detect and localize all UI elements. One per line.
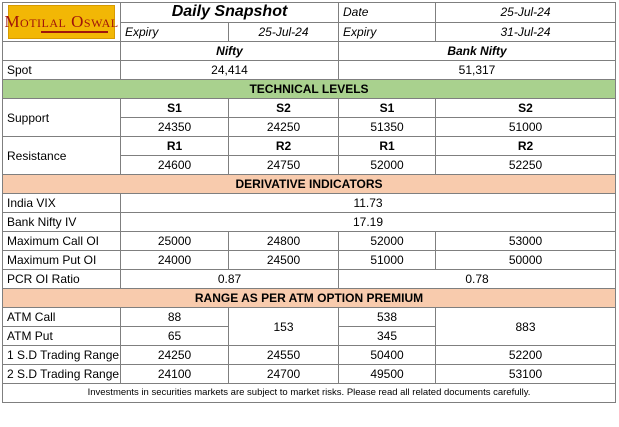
pcr-label: PCR OI Ratio xyxy=(3,270,121,289)
spot-label: Spot xyxy=(3,61,121,80)
page-title: Daily Snapshot xyxy=(121,3,339,23)
max-put-oi-label: Maximum Put OI xyxy=(3,251,121,270)
sd2-value: 24700 xyxy=(229,365,339,384)
bank-nifty-header: Bank Nifty xyxy=(339,42,616,61)
sd1-value: 52200 xyxy=(436,346,616,365)
support-header: S2 xyxy=(229,99,339,118)
resistance-header: R1 xyxy=(121,137,229,156)
max-put-oi-value: 24000 xyxy=(121,251,229,270)
nifty-spot: 24,414 xyxy=(121,61,339,80)
daily-snapshot xyxy=(2,2,616,403)
date-value: 25-Jul-24 xyxy=(436,3,616,23)
bank-nifty-iv-label: Bank Nifty IV xyxy=(3,213,121,232)
nifty-pcr-value: 0.87 xyxy=(121,270,339,289)
support-header: S2 xyxy=(436,99,616,118)
bank-nifty-iv-value: 17.19 xyxy=(121,213,616,232)
max-call-oi-value: 53000 xyxy=(436,232,616,251)
atm-call-label: ATM Call xyxy=(3,308,121,327)
bank-nifty-expiry-label: Expiry xyxy=(339,22,436,42)
sd2-label: 2 S.D Trading Range xyxy=(3,365,121,384)
support-label: Support xyxy=(3,99,121,137)
nifty-premium-total: 153 xyxy=(229,308,339,346)
support-value: 24350 xyxy=(121,118,229,137)
support-value: 51000 xyxy=(436,118,616,137)
resistance-value: 52000 xyxy=(339,156,436,175)
bank-nifty-pcr-value: 0.78 xyxy=(339,270,616,289)
india-vix-label: India VIX xyxy=(3,194,121,213)
support-value: 24250 xyxy=(229,118,339,137)
atm-put-label: ATM Put xyxy=(3,327,121,346)
sd1-value: 50400 xyxy=(339,346,436,365)
sd2-value: 53100 xyxy=(436,365,616,384)
sd1-value: 24250 xyxy=(121,346,229,365)
sd1-value: 24550 xyxy=(229,346,339,365)
blank-cell xyxy=(3,42,121,61)
derivative-indicators-heading: DERIVATIVE INDICATORS xyxy=(3,175,616,194)
nifty-atm-call: 88 xyxy=(121,308,229,327)
sd2-value: 49500 xyxy=(339,365,436,384)
max-put-oi-value: 50000 xyxy=(436,251,616,270)
motilal-oswal-logo xyxy=(4,5,119,39)
nifty-header: Nifty xyxy=(121,42,339,61)
support-header: S1 xyxy=(121,99,229,118)
disclaimer: Investments in securities markets are subject to market risks. Please read all related documents carefully. xyxy=(3,384,616,403)
max-call-oi-value: 24800 xyxy=(229,232,339,251)
sd2-value: 24100 xyxy=(121,365,229,384)
resistance-header: R1 xyxy=(339,137,436,156)
max-call-oi-label: Maximum Call OI xyxy=(3,232,121,251)
nifty-expiry-label: Expiry xyxy=(121,22,229,42)
range-heading: RANGE AS PER ATM OPTION PREMIUM xyxy=(3,289,616,308)
resistance-header: R2 xyxy=(436,137,616,156)
support-header: S1 xyxy=(339,99,436,118)
bank-nifty-atm-call: 538 xyxy=(339,308,436,327)
nifty-expiry-value: 25-Jul-24 xyxy=(229,22,339,42)
bank-nifty-expiry-value: 31-Jul-24 xyxy=(436,22,616,42)
logo-underline xyxy=(41,31,108,33)
max-put-oi-value: 51000 xyxy=(339,251,436,270)
nifty-atm-put: 65 xyxy=(121,327,229,346)
resistance-value: 24750 xyxy=(229,156,339,175)
max-call-oi-value: 52000 xyxy=(339,232,436,251)
max-call-oi-value: 25000 xyxy=(121,232,229,251)
bank-nifty-atm-put: 345 xyxy=(339,327,436,346)
bank-nifty-spot: 51,317 xyxy=(339,61,616,80)
resistance-header: R2 xyxy=(229,137,339,156)
resistance-value: 52250 xyxy=(436,156,616,175)
support-value: 51350 xyxy=(339,118,436,137)
technical-levels-heading: TECHNICAL LEVELS xyxy=(3,80,616,99)
sd1-label: 1 S.D Trading Range xyxy=(3,346,121,365)
bank-nifty-premium-total: 883 xyxy=(436,308,616,346)
snapshot-table xyxy=(2,2,616,403)
resistance-value: 24600 xyxy=(121,156,229,175)
india-vix-value: 11.73 xyxy=(121,194,616,213)
max-put-oi-value: 24500 xyxy=(229,251,339,270)
logo-cell xyxy=(3,3,121,42)
logo-text: Motilal Oswal xyxy=(4,12,119,31)
date-label: Date xyxy=(339,3,436,23)
resistance-label: Resistance xyxy=(3,137,121,175)
